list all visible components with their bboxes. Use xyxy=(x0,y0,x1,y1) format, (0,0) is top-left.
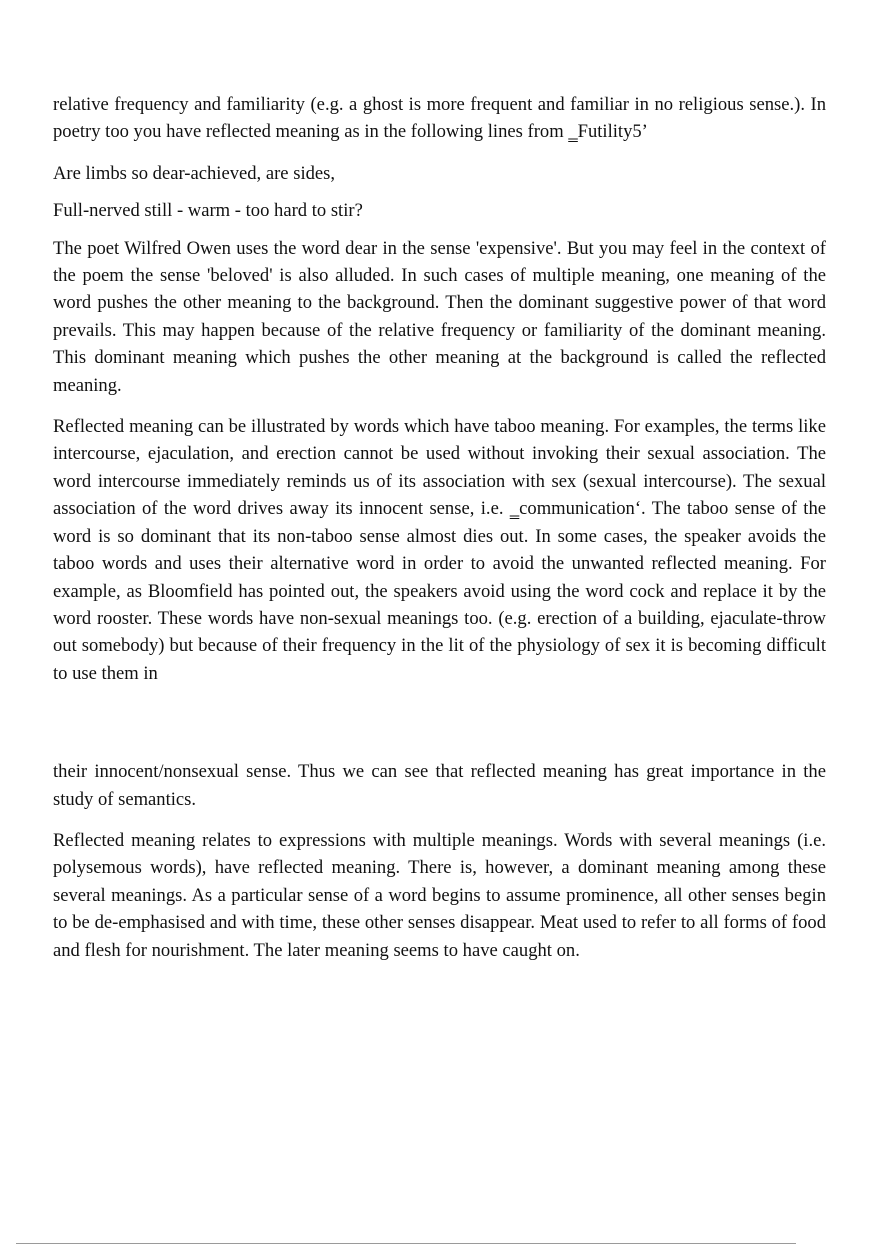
paragraph-intro: relative frequency and familiarity (e.g. a ghost is more frequent and familiar in no religious sense.). In poetry too you have reflected meaning as in the following lines from ‗Futility5’ xyxy=(53,94,826,143)
document-body xyxy=(53,91,826,978)
paragraph-continuation: their innocent/nonsexual sense. Thus we can see that reflected meaning has great importance in the study of semantics. xyxy=(53,761,826,810)
footer-divider xyxy=(16,1243,796,1244)
poem-line-1: Are limbs so dear-achieved, are sides, xyxy=(53,162,336,184)
poem-line-2: Full-nerved still - warm - too hard to stir? xyxy=(53,200,363,222)
paragraph-owen: The poet Wilfred Owen uses the word dear in the sense 'expensive'. But you may feel in the context of the poem the sense 'beloved' is also alluded. In such cases of multiple meaning, one meaning of the word pushes the other meaning to the background. Then the dominant suggestive power of that word prevails. This may happen because of the relative frequency or familiarity of the dominant meaning. This dominant meaning which pushes the other meaning at the background is called the reflected meaning. xyxy=(53,237,826,396)
paragraph-taboo: Reflected meaning can be illustrated by words which have taboo meaning. For examples, the terms like intercourse, ejaculation, and erection cannot be used without invoking their sexual association. The word intercourse immediately reminds us of its association with sex (sexual intercourse). The sexual association of the word drives away its innocent sense, i.e. ‗communication‘. The taboo sense of the word is so dominant that its non-taboo sense almost dies out. In some cases, the speaker avoids the taboo words and uses their alternative word in order to avoid the unwanted reflected meaning. For example, as Bloomfield has pointed out, the speakers avoid using the word cock and replace it by the word rooster. These words have non-sexual meanings too. (e.g. erection of a building, ejaculate-throw out somebody) but because of their frequency in the lit of the physiology of sex it is becoming difficult to use them in xyxy=(53,416,826,684)
paragraph-polysemy: Reflected meaning relates to expressions with multiple meanings. Words with several meanings (i.e. polysemous words), have reflected meaning. There is, however, a dominant meaning among these several meanings. As a particular sense of a word begins to assume prominence, all other senses begin to be de-emphasised and with time, these other senses disappear. Meat used to refer to all forms of food and flesh for nourishment. The later meaning seems to have caught on. xyxy=(53,829,826,961)
page-break-gap xyxy=(53,701,826,758)
